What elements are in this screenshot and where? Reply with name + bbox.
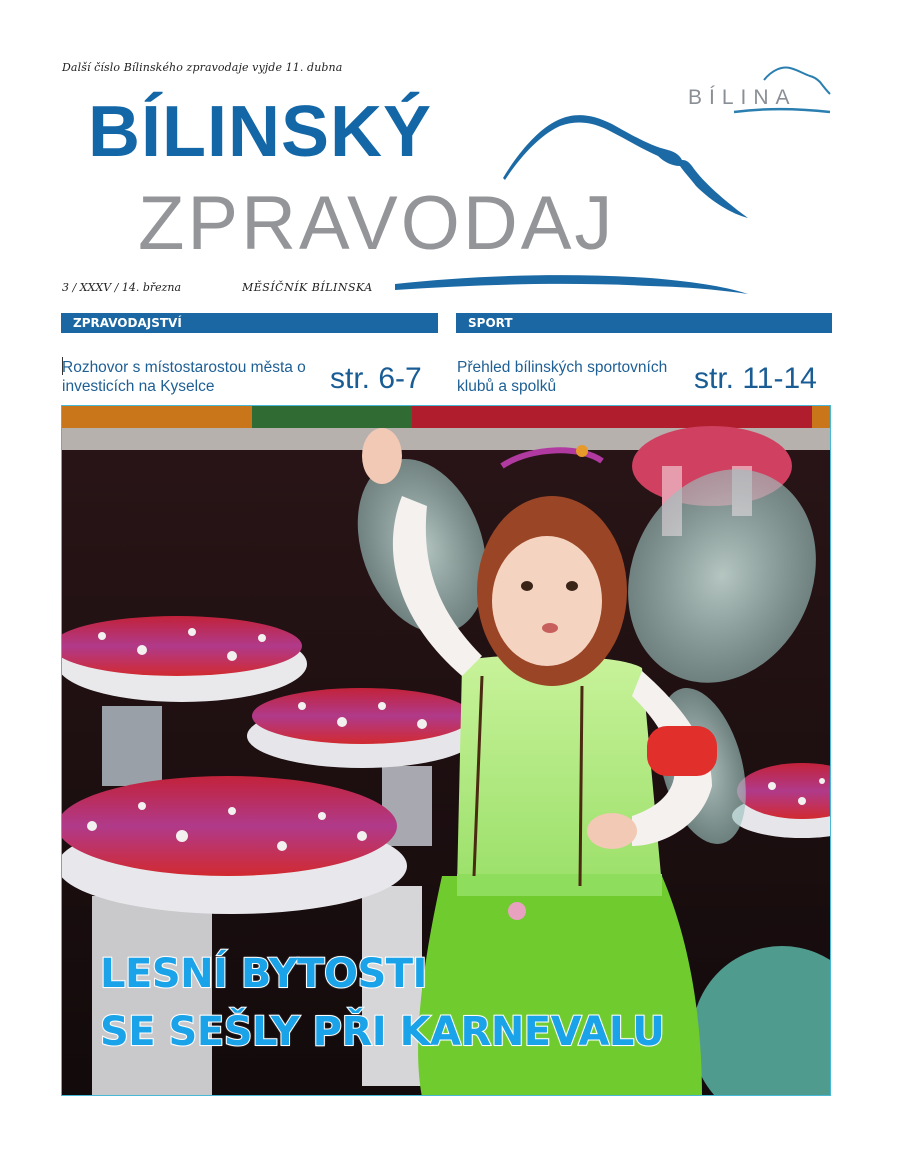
cover-headline-line1: LESNÍ BYTOSTI bbox=[100, 951, 427, 997]
mountain-swoosh-icon bbox=[0, 0, 897, 310]
news-teaser[interactable]: Rozhovor s místostarostou města o investicích na Kyselce bbox=[62, 359, 306, 395]
sport-page-ref: str. 11-14 bbox=[694, 362, 817, 395]
news-page-ref: str. 6-7 bbox=[330, 362, 422, 395]
masthead-title-line1: BÍLINSKÝ bbox=[88, 92, 433, 172]
section-bar-sport: SPORT bbox=[456, 313, 832, 333]
issue-info: 3 / XXXV / 14. března bbox=[62, 281, 182, 294]
publication-subtitle: MĚSÍČNÍK BÍLINSKA bbox=[242, 281, 373, 294]
city-logo-text: BÍLINA bbox=[688, 86, 797, 109]
next-issue-note: Další číslo Bílinského zpravodaje vyjde 11. dubna bbox=[62, 61, 343, 74]
sport-teaser[interactable]: Přehled bílinských sportovních klubů a spolků bbox=[457, 359, 668, 395]
masthead-title-line2: ZPRAVODAJ bbox=[138, 181, 616, 266]
section-bar-news: ZPRAVODAJSTVÍ bbox=[61, 313, 438, 333]
cover-headline-line2: SE SEŠLY PŘI KARNEVALU bbox=[100, 1009, 665, 1055]
